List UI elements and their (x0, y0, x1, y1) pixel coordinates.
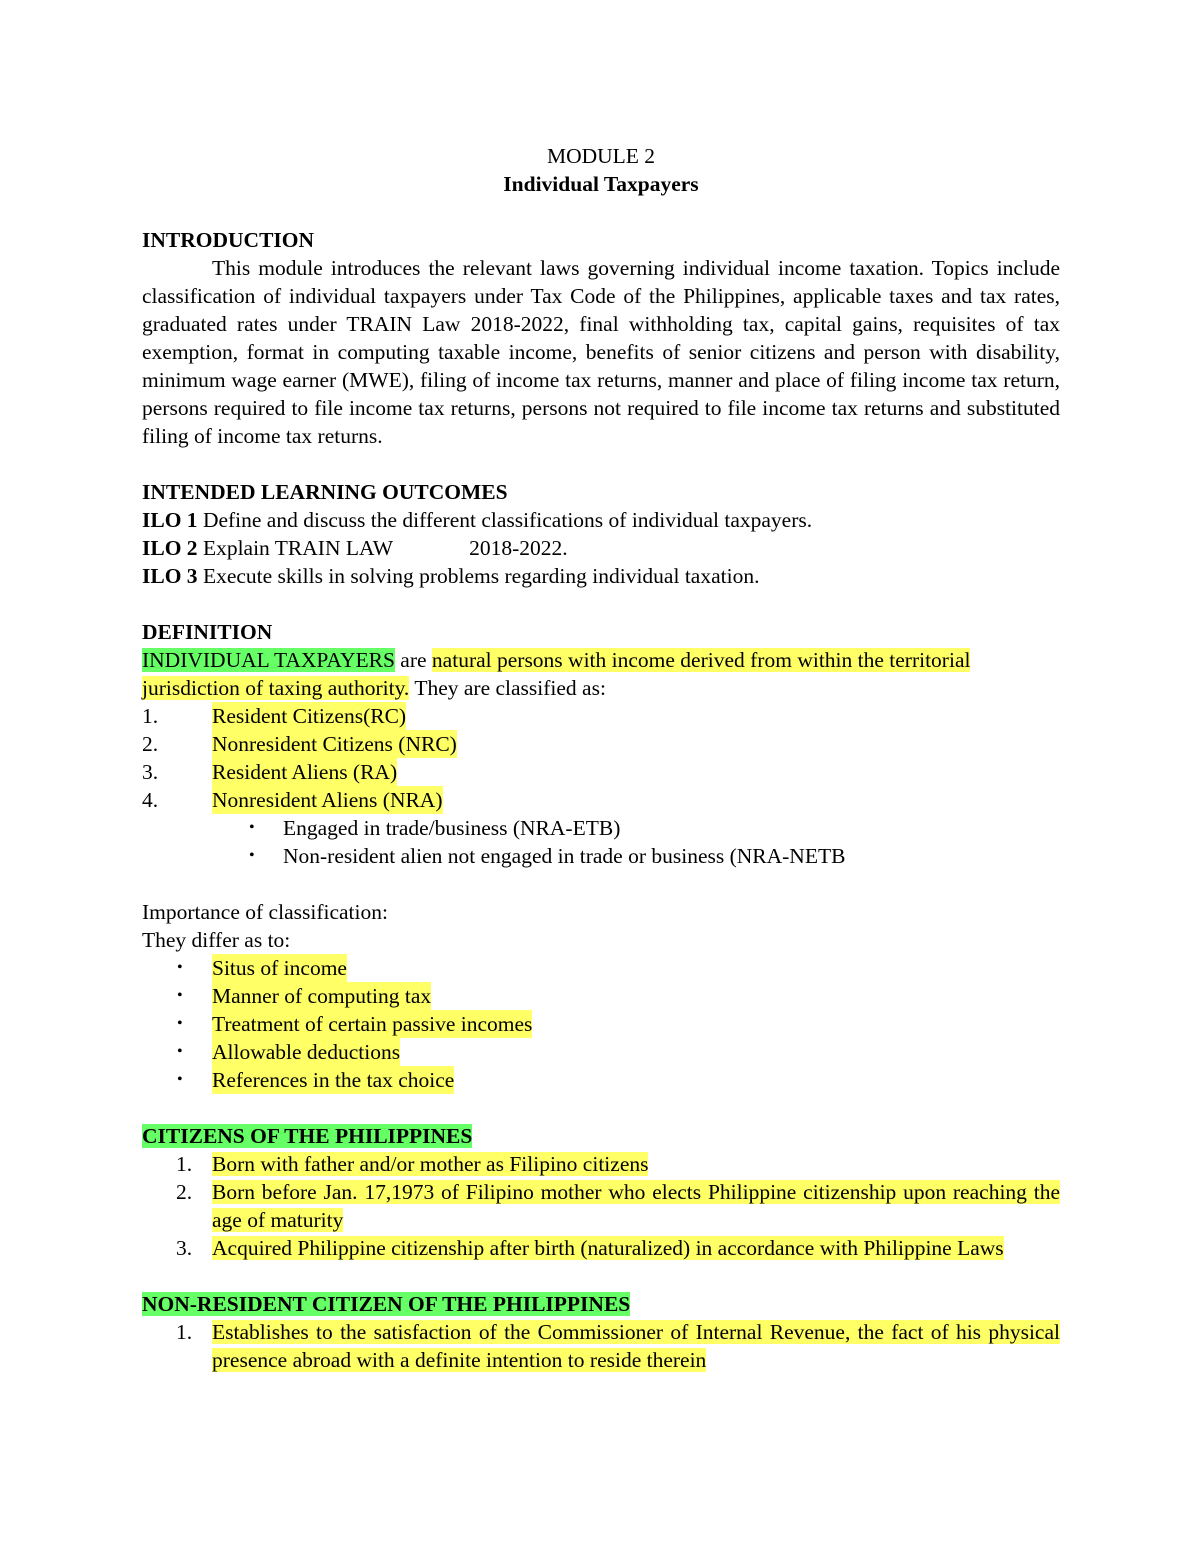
list-number: 1. (176, 1152, 193, 1176)
list-number: 4. (142, 788, 159, 812)
list-item (142, 1150, 1060, 1178)
definition-classified: They are classified as: (414, 676, 606, 700)
introduction-heading: INTRODUCTION (142, 228, 315, 252)
nra-sub-label: Non-resident alien not engaged in trade or business (NRA-NETB (283, 844, 846, 868)
bullet-icon: • (177, 959, 183, 976)
bullet-icon: • (177, 1015, 183, 1032)
nra-sub-item (142, 842, 1060, 870)
nonresident-heading: NON-RESIDENT CITIZEN OF THE PHILIPPINES (142, 1292, 631, 1316)
definition-term: INDIVIDUAL TAXPAYERS (142, 648, 395, 672)
importance-intro: They differ as to: (142, 928, 291, 952)
class-label: Nonresident Citizens (NRC) (212, 732, 457, 756)
ilo-text: Define and discuss the different classifications of individual taxpayers. (202, 508, 813, 532)
ilo-text: Execute skills in solving problems regarding individual taxation. (202, 564, 760, 588)
ilo-item-1 (142, 506, 1060, 534)
list-text: Establishes to the satisfaction of the Commissioner of Internal Revenue, the fact of his physical presence abroad with a definite intention to reside therein (212, 1320, 1060, 1372)
list-text: Acquired Philippine citizenship after birth (naturalized) in accordance with Philippine Laws (212, 1236, 1004, 1260)
definition-heading: DEFINITION (142, 620, 273, 644)
class-item (142, 730, 1060, 758)
definition-meaning-1: natural persons with income derived from within the territorial (431, 648, 971, 672)
bullet-icon: • (249, 819, 255, 836)
module-title: Individual Taxpayers (503, 172, 699, 196)
list-number: 3. (176, 1236, 193, 1260)
nra-sub-label: Engaged in trade/business (NRA-ETB) (283, 816, 621, 840)
definition-line-2 (142, 674, 1060, 702)
list-item (142, 1318, 1060, 1374)
module-number: MODULE 2 (546, 144, 656, 168)
list-number: 2. (142, 732, 159, 756)
nra-sub-item (142, 814, 1060, 842)
class-label: Resident Citizens(RC) (212, 704, 407, 728)
class-label: Resident Aliens (RA) (212, 760, 398, 784)
definition-meaning-2: jurisdiction of taxing authority. (142, 676, 410, 700)
ilo-heading: INTENDED LEARNING OUTCOMES (142, 480, 508, 504)
importance-label: Allowable deductions (212, 1040, 401, 1064)
list-number: 1. (142, 704, 159, 728)
importance-item (142, 954, 1060, 982)
ilo-item-3 (142, 562, 1060, 590)
ilo-text: Explain TRAIN LAW (202, 536, 394, 560)
citizens-heading-row (142, 1122, 1060, 1150)
nonresident-heading-row (142, 1290, 1060, 1318)
class-item (142, 702, 1060, 730)
ilo-label: ILO 2 (142, 536, 198, 560)
importance-item (142, 1010, 1060, 1038)
class-item (142, 758, 1060, 786)
importance-title: Importance of classification: (142, 900, 388, 924)
document-page (142, 142, 1060, 1374)
importance-label: Treatment of certain passive incomes (212, 1012, 533, 1036)
citizens-list (142, 1150, 1060, 1262)
definition-line-1 (142, 646, 1060, 674)
list-text: Born with father and/or mother as Filipino citizens (212, 1152, 649, 1176)
class-label: Nonresident Aliens (NRA) (212, 788, 443, 812)
class-item (142, 786, 1060, 814)
importance-item (142, 1066, 1060, 1094)
importance-label: Situs of income (212, 956, 347, 980)
ilo-text-years: 2018-2022. (469, 536, 568, 560)
list-item (142, 1178, 1060, 1234)
list-item (142, 1234, 1060, 1262)
bullet-icon: • (177, 987, 183, 1004)
list-text: Born before Jan. 17,1973 of Filipino mother who elects Philippine citizenship upon reaching the age of maturity (212, 1180, 1060, 1232)
ilo-item-2 (142, 534, 1060, 562)
definition-are: are (400, 648, 427, 672)
importance-label: Manner of computing tax (212, 984, 432, 1008)
list-number: 3. (142, 760, 159, 784)
bullet-icon: • (249, 847, 255, 864)
nonresident-list (142, 1318, 1060, 1374)
introduction-body: This module introduces the relevant laws governing individual income taxation. Topics include classification of individual taxpayers under Tax Code of the Philippines, applicable taxes and tax rates, graduated rates under TRAIN Law 2018-2022, final withholding tax, capital gains, requisites of tax exemption, format in computing taxable income, benefits of senior citizens and person with disability, minimum wage earner (MWE), filing of income tax returns, manner and place of filing income tax return, persons required to file income tax returns, persons not required to file income tax returns and substituted filing of income tax returns. (142, 256, 1060, 448)
importance-item (142, 1038, 1060, 1066)
ilo-label: ILO 1 (142, 508, 198, 532)
list-number: 2. (176, 1180, 193, 1204)
bullet-icon: • (177, 1043, 183, 1060)
list-number: 1. (176, 1320, 193, 1344)
importance-label: References in the tax choice (212, 1068, 455, 1092)
ilo-label: ILO 3 (142, 564, 198, 588)
citizens-heading: CITIZENS OF THE PHILIPPINES (142, 1124, 473, 1148)
bullet-icon: • (177, 1071, 183, 1088)
importance-item (142, 982, 1060, 1010)
